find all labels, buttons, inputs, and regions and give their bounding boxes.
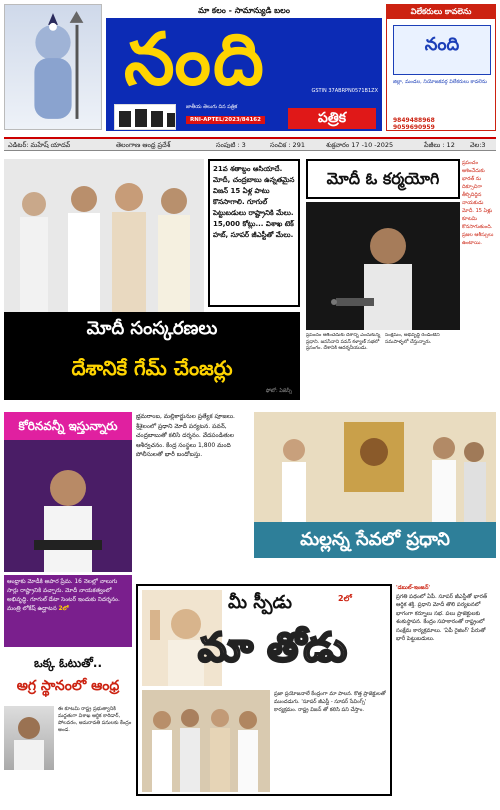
ad-phone-2: 9059690959	[393, 124, 435, 131]
top-story-column: 21వ శతాబ్దం ఆసియాదే. మోదీ, చంద్రబాబు ఉన్నతమైన విజన్ 15 ఏళ్ల పాటు కొనసాగాలి. గూగుల్ పెట్టుబడులు రాష్ట్రానికి మేలు. 15,000 కోట్లు... విశాఖ టెక్ హబ్, సూపర్ జీఎస్టీతో మేలు.	[208, 159, 300, 307]
volume: సంపుటి : 3	[216, 141, 246, 149]
mallanna-headline: మల్లన్న సేవలో ప్రధాని	[254, 522, 496, 558]
ad-phone-1: 9849488968	[393, 117, 435, 124]
kori-headline: కోరినవన్నీ ఇస్తున్నారు	[4, 412, 132, 440]
speed-body: ప్రజా ప్రయోజనాలే కేంద్రంగా మా పాలన. కొత్త ప్రాజెక్టులతో ముందడుగు. 'సూపర్ జీఎస్టీ - సూపర్ సేవింగ్స్' కార్యక్రమం. రాష్ట్ర విజన్ తో కలిసి పని చేస్తాం.	[274, 691, 386, 713]
recruitment-ad	[386, 4, 496, 131]
speed-tag: 2లో	[338, 594, 352, 603]
temple-visit-photo	[254, 412, 496, 522]
fists-icon	[114, 104, 176, 130]
patrika-label: పత్రిక	[288, 108, 376, 129]
okka-headline	[4, 656, 132, 704]
tagline: మా కలం - సామాన్యుడి బలం	[106, 4, 382, 18]
kori-tag: 2లో	[58, 606, 69, 612]
right-column	[396, 584, 496, 796]
ad-logo-panel	[393, 25, 491, 75]
ad-phones	[393, 117, 435, 131]
side-column: ప్రపంచం ఆశించేదుకు భారత్ ను దిక్సూచిగా తీర్చిదిద్దిన నాయకుడు మోదీ. 15 ఏళ్లు కూటమి కొనసాగుతుంది. ప్రజల ఆశీస్సులు ఉంటాయి.	[462, 160, 494, 246]
okka-line1: ఒక్క ఓటుతో..	[33, 656, 103, 670]
okka-body: ఈ కూటమి రాష్ట్ర ప్రభుత్వానికి మద్దతుగా విశాఖ ఆర్థిక కారిడార్, పోలవరం, అమరావతి పనులకు కేంద్రం అండ.	[58, 706, 132, 733]
logo-panel	[106, 4, 382, 131]
pages: పేజీలు : 12	[424, 141, 455, 149]
kori-body	[4, 575, 132, 647]
deity-illustration-icon	[5, 5, 101, 129]
gstin: GSTIN 37ABRPN0571B1ZX	[311, 88, 378, 94]
lokesh-photo	[4, 440, 132, 572]
date: శుక్రవారం 17 -10 -2025	[326, 141, 394, 149]
states: తెలంగాణ ఆంధ్ర ప్రదేశ్	[116, 141, 171, 149]
top-headline-line1: మోదీ సంస్కరణలు	[86, 318, 218, 339]
speed-story-box	[136, 584, 392, 796]
mallanna-column: భ్రమరాంబ, మల్లికార్జునుల ప్రత్యేక పూజలు. శ్రీశైలంలో ప్రధాని మోదీ పర్యటన. పవన్, చంద్రబాబుతో కలిసి దర్శనం. వేదపండితుల ఆశీర్వచనం. కేంద్ర సంస్థలు 1,800 మంది పోలీసులతో భారీ బందోబస్తు.	[136, 413, 235, 458]
price: వెల:3	[470, 141, 486, 149]
right-col-heading: 'డబుల్-ఇంజన్'	[396, 585, 431, 591]
top-headline-box	[4, 312, 300, 400]
modi-yogi-body: ప్రపంచం ఆశించేదుకు దేశాన్ని ఎంచుకున్న ప్రధాని. జనసేనాని పవన్ కళ్యాణ్ సభలో ప్రసంగం. దేశానికి ఆదర్శనీయుడు. సంక్షేమం, అభివృద్ధి రెండింటినీ సమపాళ్ళలో చేస్తున్నారు.	[306, 333, 440, 351]
minister-photo	[4, 706, 54, 770]
editor: ఎడిటర్: మహేష్ యాదవ్	[8, 141, 71, 149]
ad-logo: నంది	[424, 34, 460, 55]
ad-header: విలేకరులు కావలెను	[387, 5, 495, 19]
leaders-photo	[4, 159, 204, 312]
newspaper-logo: నంది	[124, 16, 266, 101]
kori-body-text: ఆంధ్రాకు మోడీకి అపార ప్రేమ. 16 నెలల్లో నాలుగు సార్లు రాష్ట్రానికి వచ్చారు. మోదీ నాయకత్వంలో అభివృద్ధి. గూగుల్ డేటా సెంటర్ ఇందుకు నిదర్శనం. మంత్రి లోకేష్ ఉద్ఘాటన	[7, 579, 120, 612]
issue: సంచిక : 291	[270, 141, 305, 149]
modi-yogi-headline: మోదీ ఓ కర్మయోగి	[306, 159, 460, 199]
photo-credit: ఫోటో: ఏజెన్సీ	[265, 388, 292, 394]
rni-number: RNI-APTEL/2023/84162	[186, 116, 265, 124]
ad-body: జిల్లా, మండల, నియోజకవర్గ విలేకరులు కావలెను	[393, 79, 488, 85]
party-line: జాతీయ తెలుగు దిన పత్రిక	[186, 104, 238, 110]
top-headline-line2: దేశానికే గేమ్ చేంజర్లు	[71, 356, 233, 380]
okka-line2: అగ్ర స్థానంలో ఆంధ్ర	[16, 678, 120, 694]
speed-big-headline: మా తోడు	[198, 624, 347, 671]
deity-image	[4, 4, 102, 130]
speed-headline: మీ స్పీడు	[228, 592, 293, 613]
masthead	[0, 0, 500, 135]
group-stage-photo	[142, 690, 270, 792]
right-col-body: ప్రగతి పథంలో ఏపీ. సూపర్ జీఎస్టీతో భారత్ ఆర్థిక శక్తి. ప్రధాని మోదీ తొలి పర్యటనలో భాగంగా కర్నూలు సభ. పలు ప్రాజెక్టులకు శంకుస్థాపన. కేంద్రం సహకారంతో రాష్ట్రంలో సంక్షేమ కార్యక్రమాలు. 'ఏపీ రైజింగ్' పేరుతో భారీ పెట్టుబడులు.	[396, 593, 488, 642]
info-strip	[4, 137, 496, 151]
pawan-speech-photo	[306, 202, 460, 330]
